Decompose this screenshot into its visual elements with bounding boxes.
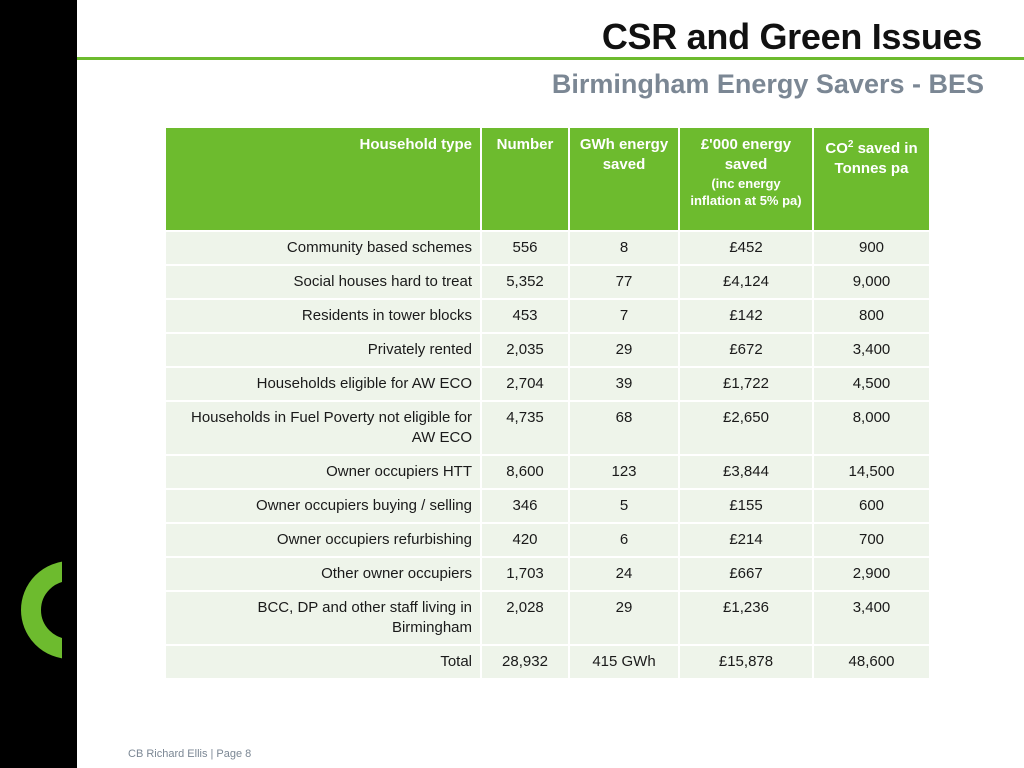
header-number: Number <box>481 128 569 231</box>
cell-gwh: 29 <box>569 333 679 367</box>
cell-energy-saved: £667 <box>679 557 813 591</box>
header-energy-saved <box>679 128 813 231</box>
header-co2-rest: saved in Tonnes pa <box>834 140 918 177</box>
header-energy-sub: (inc energy inflation at 5% pa) <box>690 176 802 208</box>
table-row <box>166 333 929 367</box>
table-row <box>166 367 929 401</box>
cell-energy-saved: £452 <box>679 231 813 265</box>
header-household-type: Household type <box>166 128 481 231</box>
cell-co2-saved: 800 <box>813 299 929 333</box>
energy-savings-table <box>166 128 929 678</box>
table-row <box>166 557 929 591</box>
cell-energy-saved: £2,650 <box>679 401 813 455</box>
cell-number: 556 <box>481 231 569 265</box>
header-co2-sup: 2 <box>847 139 854 150</box>
cell-energy-saved: £3,844 <box>679 455 813 489</box>
cell-number: 2,028 <box>481 591 569 645</box>
cell-number: 4,735 <box>481 401 569 455</box>
cell-gwh: 39 <box>569 367 679 401</box>
slide-subtitle: Birmingham Energy Savers - BES <box>551 69 984 99</box>
cell-gwh: 24 <box>569 557 679 591</box>
cell-energy-saved: £1,722 <box>679 367 813 401</box>
table-row <box>166 645 929 678</box>
cell-number: 420 <box>481 523 569 557</box>
header-co2-prefix: CO <box>825 140 848 157</box>
header-co2 <box>813 128 929 231</box>
cell-co2-saved: 9,000 <box>813 265 929 299</box>
cell-gwh: 68 <box>569 401 679 455</box>
cell-energy-saved: £155 <box>679 489 813 523</box>
cell-household-type: Other owner occupiers <box>166 557 481 591</box>
cell-energy-saved: £214 <box>679 523 813 557</box>
table-row <box>166 455 929 489</box>
cell-household-type: Residents in tower blocks <box>166 299 481 333</box>
cell-household-type: Owner occupiers refurbishing <box>166 523 481 557</box>
cell-gwh: 6 <box>569 523 679 557</box>
table-header-row <box>166 128 929 231</box>
cell-number: 453 <box>481 299 569 333</box>
table-row <box>166 591 929 645</box>
header-gwh: GWh energy saved <box>569 128 679 231</box>
table-row <box>166 231 929 265</box>
table-row <box>166 489 929 523</box>
cell-household-type: Total <box>166 645 481 678</box>
cell-co2-saved: 4,500 <box>813 367 929 401</box>
cell-co2-saved: 600 <box>813 489 929 523</box>
cell-number: 8,600 <box>481 455 569 489</box>
cell-household-type: Households eligible for AW ECO <box>166 367 481 401</box>
title-divider <box>77 57 1024 60</box>
cell-number: 2,704 <box>481 367 569 401</box>
cell-household-type: Community based schemes <box>166 231 481 265</box>
cell-gwh: 123 <box>569 455 679 489</box>
cell-energy-saved: £4,124 <box>679 265 813 299</box>
cell-co2-saved: 3,400 <box>813 591 929 645</box>
table-row <box>166 265 929 299</box>
table-row <box>166 401 929 455</box>
cell-co2-saved: 14,500 <box>813 455 929 489</box>
slide-title: CSR and Green Issues <box>601 16 982 57</box>
cell-co2-saved: 2,900 <box>813 557 929 591</box>
cell-household-type: Social houses hard to treat <box>166 265 481 299</box>
cell-energy-saved: £1,236 <box>679 591 813 645</box>
table-body <box>166 231 929 678</box>
cell-co2-saved: 900 <box>813 231 929 265</box>
cell-number: 5,352 <box>481 265 569 299</box>
cell-household-type: Owner occupiers HTT <box>166 455 481 489</box>
cell-household-type: Households in Fuel Poverty not eligible for AW ECO <box>166 401 481 455</box>
header-energy-main: £'000 energy saved <box>700 136 792 173</box>
cell-co2-saved: 700 <box>813 523 929 557</box>
cell-gwh: 77 <box>569 265 679 299</box>
cell-gwh: 5 <box>569 489 679 523</box>
cell-co2-saved: 48,600 <box>813 645 929 678</box>
cell-household-type: Owner occupiers buying / selling <box>166 489 481 523</box>
cell-co2-saved: 3,400 <box>813 333 929 367</box>
table-row <box>166 523 929 557</box>
page-footer: CB Richard Ellis | Page 8 <box>128 748 252 760</box>
cell-energy-saved: £142 <box>679 299 813 333</box>
cell-number: 2,035 <box>481 333 569 367</box>
cell-number: 1,703 <box>481 557 569 591</box>
left-sidebar-bar <box>0 0 77 768</box>
cell-energy-saved: £15,878 <box>679 645 813 678</box>
cell-co2-saved: 8,000 <box>813 401 929 455</box>
cell-gwh: 8 <box>569 231 679 265</box>
cell-gwh: 415 GWh <box>569 645 679 678</box>
cell-number: 346 <box>481 489 569 523</box>
table-row <box>166 299 929 333</box>
cell-household-type: BCC, DP and other staff living in Birmingham <box>166 591 481 645</box>
cell-energy-saved: £672 <box>679 333 813 367</box>
cell-household-type: Privately rented <box>166 333 481 367</box>
cell-gwh: 29 <box>569 591 679 645</box>
cell-gwh: 7 <box>569 299 679 333</box>
cell-number: 28,932 <box>481 645 569 678</box>
